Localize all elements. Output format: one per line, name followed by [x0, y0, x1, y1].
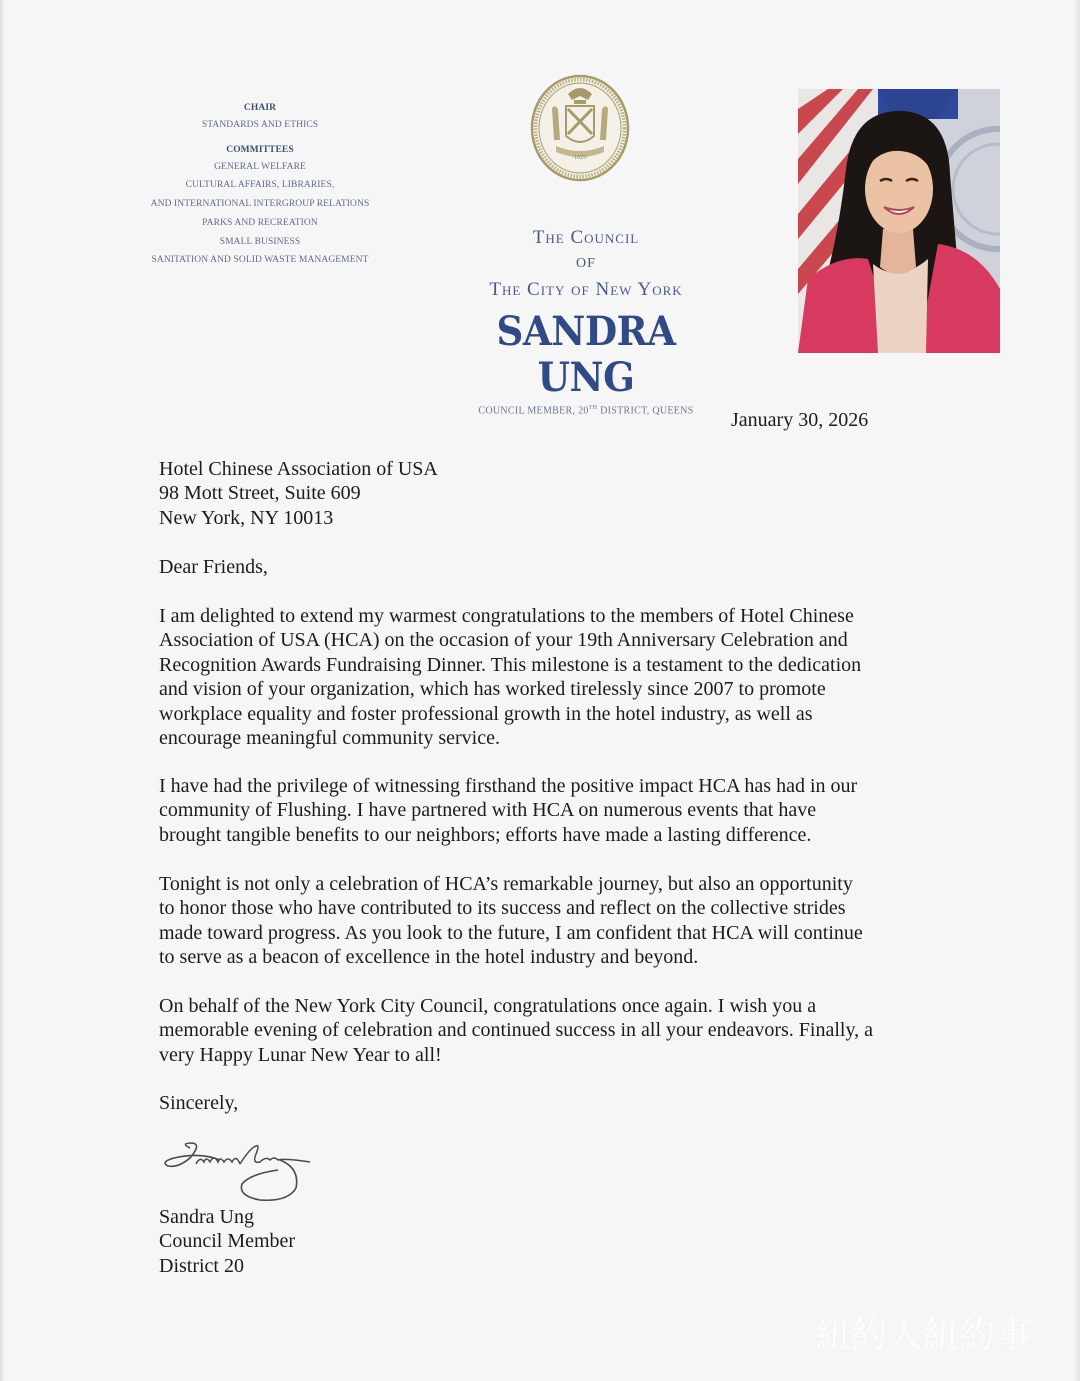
recipient-street: 98 Mott Street, Suite 609 [159, 482, 361, 505]
nyc-seal-icon [530, 74, 630, 182]
paragraph-line: and vision of your organization, which has worked tirelessly since 2007 to promote [159, 678, 826, 701]
council-title-line3: The City of New York [489, 279, 683, 300]
committees-heading: COMMITTEES [226, 144, 294, 155]
recipient-city: New York, NY 10013 [159, 506, 334, 529]
paragraph-line: to honor those who have contributed to its success and reflect on the collective strides [159, 897, 846, 920]
committee-item: GENERAL WELFARE [214, 161, 306, 172]
closing: Sincerely, [159, 1092, 239, 1114]
paragraph-line: Tonight is not only a celebration of HCA’s remarkable journey, but also an opportunity [159, 873, 853, 895]
paragraph-line: Recognition Awards Fundraising Dinner. This milestone is a testament to the dedication [159, 653, 862, 676]
chair-heading: CHAIR [243, 103, 277, 113]
portrait-photo [798, 89, 1000, 353]
page-edge-right [1074, 0, 1080, 1381]
paragraph-4 [159, 994, 929, 1067]
signer-block [159, 1205, 295, 1278]
handwritten-signature-icon [160, 1138, 320, 1208]
paragraph-1 [159, 604, 929, 750]
council-title-line2: OF [576, 256, 596, 271]
watermark: 紐約人紐約事 [815, 1315, 1032, 1356]
paragraph-3 [159, 872, 929, 970]
recipient-name: Hotel Chinese Association of USA [159, 458, 438, 480]
member-name: SANDRA UNG [496, 308, 676, 401]
paragraph-2 [159, 774, 929, 847]
paragraph-line: I am delighted to extend my warmest congratulations to the members of Hotel Chinese [159, 605, 854, 627]
paragraph-line: brought tangible benefits to our neighbors; efforts have made a lasting difference. [159, 823, 812, 846]
paragraph-line: made toward progress. As you look to the future, I am confident that HCA will continue [159, 921, 863, 944]
salutation: Dear Friends, [159, 556, 268, 578]
paragraph-line: Association of USA (HCA) on the occasion of your 19th Anniversary Celebration and [159, 629, 848, 652]
committee-item: PARKS AND RECREATION [202, 217, 318, 228]
signer-name: Sandra Ung [159, 1206, 254, 1228]
paragraph-line: I have had the privilege of witnessing firsthand the positive impact HCA has had in our [159, 775, 858, 797]
paragraph-line: community of Flushing. I have partnered with HCA on numerous events that have [159, 799, 817, 822]
signer-title: Council Member [159, 1230, 296, 1253]
member-title-sup: TH [588, 405, 598, 411]
paragraph-line: workplace equality and foster professional growth in the hotel industry, as well as [159, 702, 813, 725]
paragraph-line: to serve as a beacon of excellence in the hotel industry and beyond. [159, 946, 699, 969]
committee-item: SMALL BUSINESS [219, 236, 301, 247]
svg-text:·1625·: ·1625· [572, 155, 588, 161]
paragraph-line: memorable evening of celebration and continued success in all your endeavors. Finally, a [159, 1019, 874, 1042]
signer-district: District 20 [159, 1254, 244, 1277]
member-title-text: DISTRICT, QUEENS [597, 405, 694, 417]
paragraph-line: On behalf of the New York City Council, congratulations once again. I wish you a [159, 995, 817, 1017]
paragraph-line: encourage meaningful community service. [159, 727, 500, 750]
member-title [440, 405, 732, 416]
council-title-line1: The Council [532, 227, 640, 248]
letter-date: January 30, 2026 [731, 409, 869, 431]
committees-block [140, 101, 380, 270]
recipient-address [159, 457, 438, 530]
committee-item: SANITATION AND SOLID WASTE MANAGEMENT [151, 255, 369, 266]
member-title-text: COUNCIL MEMBER, 20 [478, 405, 589, 417]
chair-item: STANDARDS AND ETHICS [201, 120, 319, 130]
page-edge-left [0, 0, 5, 1381]
committee-item: AND INTERNATIONAL INTERGROUP RELATIONS [150, 199, 370, 210]
committee-item: CULTURAL AFFAIRS, LIBRARIES, [185, 180, 335, 191]
council-header [440, 225, 732, 416]
paragraph-line: very Happy Lunar New Year to all! [159, 1043, 442, 1066]
